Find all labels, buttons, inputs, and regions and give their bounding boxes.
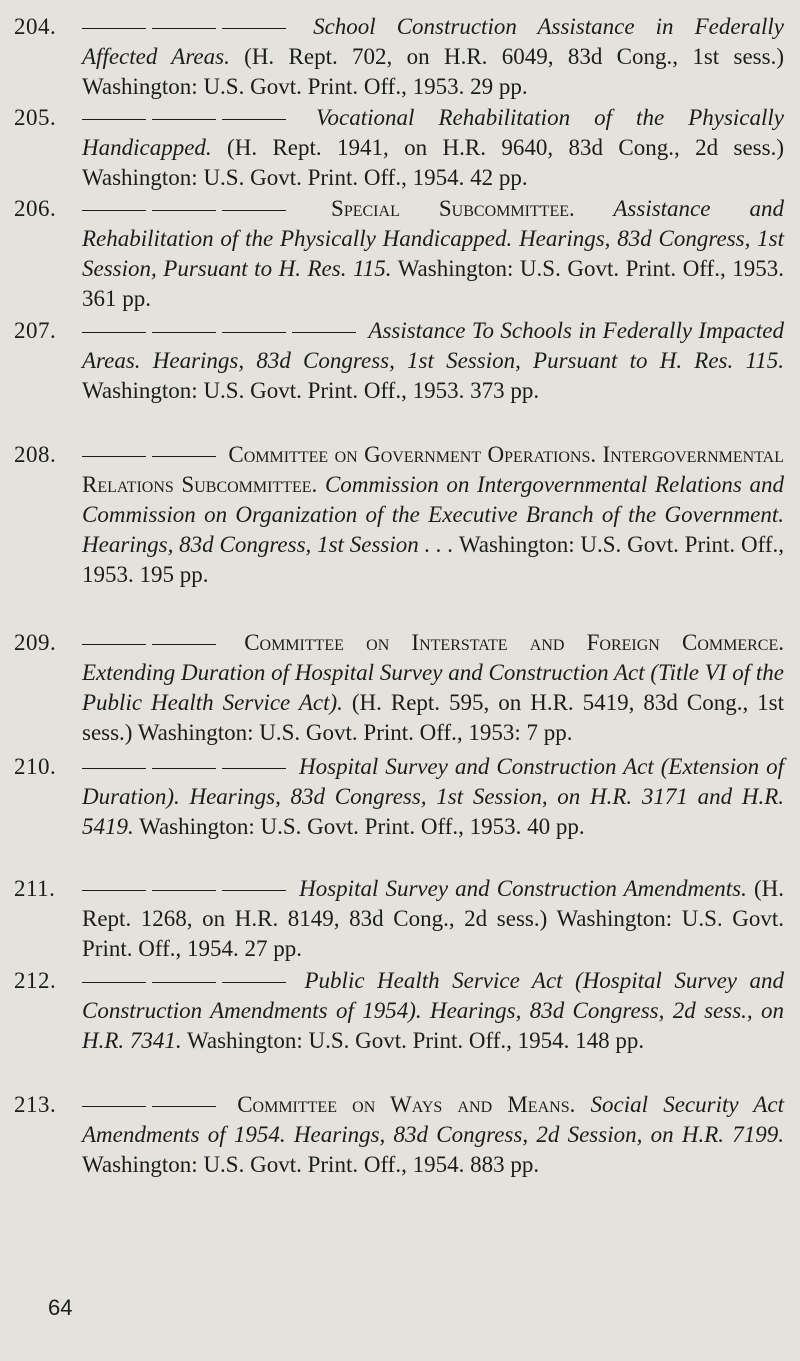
citation-segment-title: Commission on Intergovernmental Relations and Commission on Organization of the Executive Branch of the Government. Hearings, 83d Congress, 1st Session . . . [82, 472, 784, 557]
citation-segment-imprint: (H. Rept. 1941, on H.R. 9640, 83d Cong., 2d sess.) Washington: U.S. Govt. Print. Off., 1954. 42 pp. [82, 135, 784, 190]
ditto-dash [292, 332, 356, 333]
entry-citation [82, 440, 784, 590]
entry-citation [82, 12, 784, 102]
ditto-dashes [82, 440, 222, 470]
entry-number: 212. [14, 968, 57, 993]
citation-segment-title: Assistance To Schools in Federally Impacted Areas. Hearings, 83d Congress, 1st Session, Pursuant to H. Res. 115. [82, 318, 785, 373]
ditto-dash [152, 456, 216, 457]
entry-number: 207. [14, 318, 57, 343]
bibliography-entry-209 [14, 628, 784, 748]
citation-segment-body: Committee on Interstate and Foreign Commerce. [244, 630, 784, 655]
bibliography-entry-205 [14, 103, 784, 193]
entry-citation [82, 194, 784, 314]
ditto-dash [82, 1106, 146, 1107]
bibliography-entry-211 [14, 874, 784, 964]
citation-segment-body: Committee on Ways and Means. [237, 1092, 576, 1117]
bibliography-entry-210 [14, 752, 784, 842]
citation-segment-title: School Construction Assistance in Federally Affected Areas. [82, 14, 784, 69]
entry-number: 209. [14, 630, 57, 655]
citation-segment-imprint: Washington: U.S. Govt. Print. Off., 1954. 148 pp. [181, 1028, 645, 1053]
citation-segment-imprint: Washington: U.S. Govt. Print. Off., 1953. 40 pp. [133, 814, 585, 839]
citation-segment-imprint: Washington: U.S. Govt. Print. Off., 1954. 883 pp. [82, 1152, 540, 1177]
bibliography-entry-207 [14, 316, 784, 406]
ditto-dashes [82, 966, 292, 996]
ditto-dash [152, 768, 216, 769]
entry-number: 211. [14, 876, 56, 901]
entry-citation [82, 628, 784, 748]
ditto-dashes [82, 103, 292, 133]
citation-segment-title: Hospital Survey and Construction Amendments. [299, 876, 747, 901]
bibliography-entry-208 [14, 440, 784, 590]
ditto-dash [152, 1106, 216, 1107]
entry-citation [82, 874, 784, 964]
ditto-dash [82, 332, 146, 333]
bibliography-entry-206 [14, 194, 784, 314]
page-number: 64 [48, 1295, 73, 1320]
ditto-dash [222, 982, 286, 983]
entry-citation [82, 316, 784, 406]
citation-segment-imprint: (H. Rept. 702, on H.R. 6049, 83d Cong., 1st sess.) Washington: U.S. Govt. Print. Off., 1953. 29 pp. [82, 44, 784, 99]
citation-segment-title: Public Health Service Act (Hospital Survey and Construction Amendments of 1954). Hearings, 83d Congress, 2d sess., on H.R. 7341. [82, 968, 784, 1053]
ditto-dashes [82, 1090, 222, 1120]
ditto-dash [82, 119, 146, 120]
entry-number: 213. [14, 1092, 57, 1117]
citation-segment-imprint: Washington: U.S. Govt. Print. Off., 1953. 361 pp. [82, 256, 784, 311]
entry-number: 206. [14, 196, 57, 221]
entry-number: 204. [14, 14, 57, 39]
bibliography-entry-213 [14, 1090, 784, 1180]
ditto-dashes [82, 194, 292, 224]
ditto-dash [222, 890, 286, 891]
citation-segment-imprint: (H. Rept. 1268, on H.R. 8149, 83d Cong., 2d sess.) Washington: U.S. Govt. Print. Off., 1954. 27 pp. [82, 876, 785, 961]
ditto-dash [82, 890, 146, 891]
ditto-dash [82, 768, 146, 769]
ditto-dashes [82, 752, 292, 782]
ditto-dash [222, 210, 286, 211]
ditto-dash [222, 332, 286, 333]
ditto-dashes [82, 316, 362, 346]
ditto-dash [222, 119, 286, 120]
citation-segment-imprint: (H. Rept. 595, on H.R. 5419, 83d Cong., 1st sess.) Washington: U.S. Govt. Print. Off., 1953: 7 pp. [82, 690, 785, 745]
ditto-dash [152, 210, 216, 211]
ditto-dash [82, 456, 146, 457]
ditto-dash [82, 28, 146, 29]
ditto-dash [152, 28, 216, 29]
citation-segment-imprint: Washington: U.S. Govt. Print. Off., 1953. 195 pp. [82, 532, 784, 587]
citation-segment-title: Hospital Survey and Construction Act (Extension of Duration). Hearings, 83d Congress, 1st Session, on H.R. 3171 and H.R. 5419. [82, 754, 784, 839]
entry-number: 208. [14, 442, 57, 467]
citation-segment-body: Special Subcommittee. [331, 196, 575, 221]
entry-citation [82, 103, 784, 193]
ditto-dash [82, 982, 146, 983]
ditto-dash [82, 644, 146, 645]
ditto-dash [152, 644, 216, 645]
ditto-dashes [82, 12, 292, 42]
ditto-dash [222, 768, 286, 769]
citation-segment-body: Committee on Government Operations. Intergovernmental Relations Subcommittee. [82, 442, 784, 497]
ditto-dash [222, 28, 286, 29]
ditto-dash [82, 210, 146, 211]
entry-number: 205. [14, 105, 57, 130]
ditto-dash [152, 332, 216, 333]
ditto-dash [152, 119, 216, 120]
entry-citation [82, 752, 784, 842]
ditto-dash [152, 890, 216, 891]
ditto-dashes [82, 628, 222, 658]
citation-segment-title: Social Security Act Amendments of 1954. Hearings, 83d Congress, 2d Session, on H.R. 7199. [82, 1092, 785, 1147]
ditto-dash [152, 982, 216, 983]
citation-segment-title: Extending Duration of Hospital Survey and Construction Act (Title VI of the Public Health Service Act). [82, 660, 784, 715]
ditto-dashes [82, 874, 292, 904]
entry-number: 210. [14, 754, 57, 779]
citation-segment-title: Vocational Rehabilitation of the Physically Handicapped. [82, 105, 784, 160]
entry-citation [82, 966, 784, 1056]
entry-citation [82, 1090, 784, 1180]
bibliography-entry-212 [14, 966, 784, 1056]
bibliography-entry-204 [14, 12, 784, 102]
citation-segment-title: Assistance and Rehabilitation of the Physically Handicapped. Hearings, 83d Congress, 1st Session, Pursuant to H. Res. 115. [82, 196, 785, 281]
citation-segment-imprint: Washington: U.S. Govt. Print. Off., 1953. 373 pp. [82, 378, 540, 403]
